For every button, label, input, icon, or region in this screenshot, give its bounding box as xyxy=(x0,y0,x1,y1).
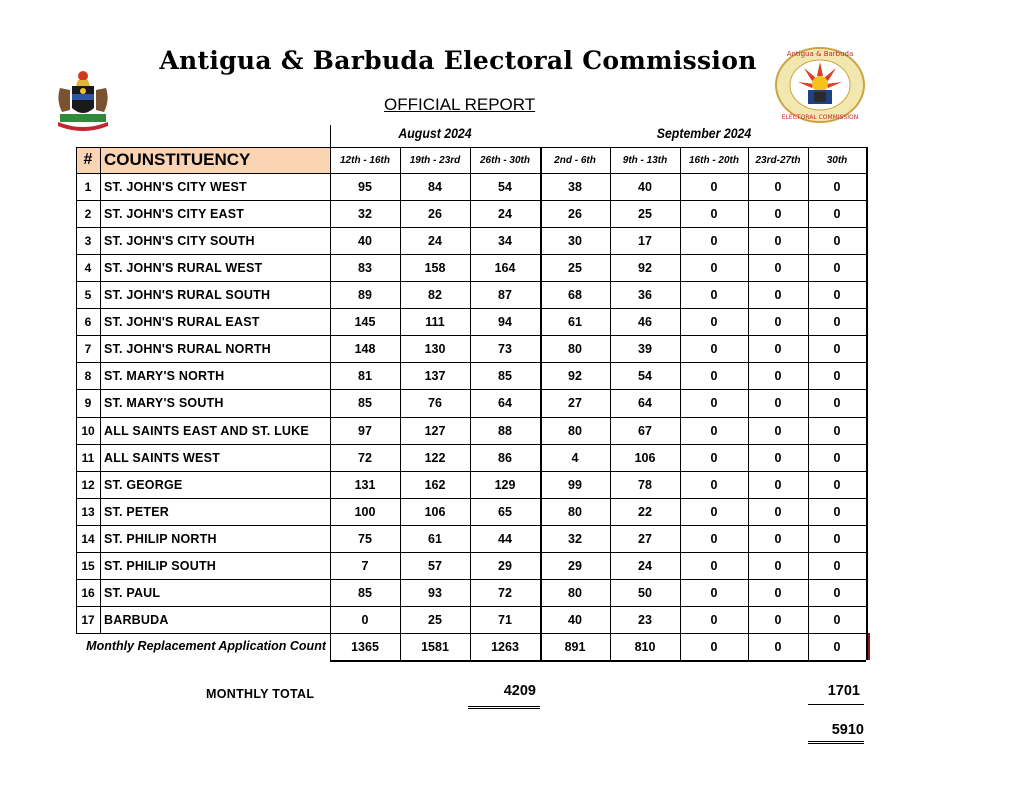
monthly-total-label: MONTHLY TOTAL xyxy=(206,687,315,701)
table-cell: 0 xyxy=(833,531,841,546)
column-divider xyxy=(808,147,809,660)
count-cell: 810 xyxy=(634,640,656,655)
table-cell: 0 xyxy=(774,612,782,627)
table-cell: 106 xyxy=(424,504,446,519)
table-cell: 130 xyxy=(424,342,446,357)
table-cell: 0 xyxy=(774,477,782,492)
row-number: 16 xyxy=(81,585,95,600)
monthly-count-label: Monthly Replacement Application Count xyxy=(86,639,326,654)
table-cell: 64 xyxy=(498,396,512,411)
constituency-name: ST. PETER xyxy=(104,504,170,519)
table-cell: 0 xyxy=(774,504,782,519)
svg-text:ELECTORAL COMMISSION: ELECTORAL COMMISSION xyxy=(781,114,859,121)
august-total: 4209 xyxy=(503,683,536,699)
table-cell: 71 xyxy=(498,612,512,627)
table-cell: 72 xyxy=(358,450,372,465)
table-cell: 32 xyxy=(568,531,582,546)
row-number: 3 xyxy=(84,234,92,249)
column-divider xyxy=(540,147,542,660)
table-cell: 50 xyxy=(638,585,652,600)
row-number: 7 xyxy=(84,342,92,357)
table-cell: 0 xyxy=(774,396,782,411)
table-cell: 0 xyxy=(833,585,841,600)
table-cell: 0 xyxy=(774,288,782,303)
num-divider xyxy=(100,147,101,633)
table-cell: 0 xyxy=(833,315,841,330)
table-cell: 84 xyxy=(428,180,442,194)
table-cell: 36 xyxy=(638,288,652,303)
table-cell: 23 xyxy=(638,612,652,627)
table-cell: 0 xyxy=(710,342,718,357)
table-cell: 0 xyxy=(774,315,782,330)
table-cell: 0 xyxy=(710,558,718,573)
table-cell: 94 xyxy=(498,315,512,330)
constituency-name: ST. PHILIP SOUTH xyxy=(104,558,217,573)
table-cell: 158 xyxy=(424,261,446,276)
constituency-name: ST. MARY'S SOUTH xyxy=(104,396,224,411)
column-header: 23rd-27th xyxy=(755,154,801,166)
table-cell: 85 xyxy=(498,369,512,384)
table-cell: 0 xyxy=(833,180,841,194)
table-cell: 40 xyxy=(638,180,652,194)
count-cell: 1263 xyxy=(491,640,519,655)
table-cell: 86 xyxy=(498,450,512,465)
constituency-name: ST. JOHN'S RURAL WEST xyxy=(104,261,263,276)
table-cell: 80 xyxy=(568,504,582,519)
table-cell: 72 xyxy=(498,585,512,600)
row-number: 10 xyxy=(81,423,95,438)
table-cell: 4 xyxy=(571,450,579,465)
table-cell: 0 xyxy=(710,261,718,276)
table-cell: 0 xyxy=(833,234,841,249)
table-cell: 148 xyxy=(354,342,376,357)
table-cell: 24 xyxy=(428,234,442,249)
table-cell: 0 xyxy=(774,342,782,357)
table-cell: 0 xyxy=(833,207,841,222)
table-cell: 80 xyxy=(568,423,582,438)
table-cell: 0 xyxy=(833,369,841,384)
row-number: 2 xyxy=(84,207,92,222)
table-cell: 0 xyxy=(833,396,841,411)
table-cell: 127 xyxy=(424,423,446,438)
svg-text:Antigua & Barbuda: Antigua & Barbuda xyxy=(786,50,854,58)
row-number: 9 xyxy=(84,396,92,411)
table-cell: 57 xyxy=(428,558,442,573)
column-header: 12th - 16th xyxy=(339,154,390,166)
row-number: 4 xyxy=(84,261,92,276)
table-cell: 145 xyxy=(354,315,376,330)
left-border xyxy=(76,147,77,633)
table-cell: 129 xyxy=(494,477,516,492)
constituency-name: ALL SAINTS WEST xyxy=(104,450,220,465)
constituency-name: ST. JOHN'S RURAL NORTH xyxy=(104,342,271,357)
constituency-name: ST. MARY'S NORTH xyxy=(104,369,225,384)
table-cell: 0 xyxy=(710,234,718,249)
table-cell: 32 xyxy=(358,207,372,222)
table-cell: 92 xyxy=(638,261,652,276)
september-total: 1701 xyxy=(827,683,860,699)
row-number: 17 xyxy=(81,612,95,627)
table-cell: 106 xyxy=(634,450,656,465)
table-cell: 0 xyxy=(774,207,782,222)
grand-total-rule xyxy=(808,741,864,744)
table-cell: 0 xyxy=(774,585,782,600)
row-number: 13 xyxy=(81,504,95,519)
table-cell: 97 xyxy=(358,423,372,438)
table-cell: 0 xyxy=(833,450,841,465)
table-cell: 39 xyxy=(638,342,652,357)
table-cell: 78 xyxy=(638,477,652,492)
table-cell: 111 xyxy=(425,315,445,330)
table-cell: 0 xyxy=(361,612,369,627)
table-cell: 40 xyxy=(568,612,582,627)
table-cell: 25 xyxy=(638,207,652,222)
table-cell: 0 xyxy=(774,180,782,194)
name-divider xyxy=(330,125,331,660)
table-cell: 7 xyxy=(361,558,369,573)
constituency-name: ALL SAINTS EAST AND ST. LUKE xyxy=(104,423,309,438)
table-cell: 54 xyxy=(498,180,512,194)
row-number: 6 xyxy=(84,315,92,330)
table-cell: 0 xyxy=(710,288,718,303)
table-cell: 68 xyxy=(568,288,582,303)
table-cell: 88 xyxy=(498,423,512,438)
row-number: 1 xyxy=(84,180,92,194)
table-cell: 0 xyxy=(710,585,718,600)
table-cell: 0 xyxy=(710,450,718,465)
table-cell: 0 xyxy=(774,531,782,546)
table-cell: 27 xyxy=(568,396,582,411)
table-cell: 65 xyxy=(498,504,512,519)
number-column-header: # xyxy=(76,147,100,173)
table-cell: 0 xyxy=(774,234,782,249)
table-cell: 0 xyxy=(833,612,841,627)
table-cell: 24 xyxy=(498,207,512,222)
table-cell: 0 xyxy=(710,612,718,627)
row-number: 5 xyxy=(84,288,92,303)
table-cell: 92 xyxy=(568,369,582,384)
column-header: 2nd - 6th xyxy=(554,154,596,166)
table-cell: 44 xyxy=(498,531,512,546)
table-cell: 0 xyxy=(710,369,718,384)
table-cell: 0 xyxy=(710,315,718,330)
column-header: 9th - 13th xyxy=(622,154,668,166)
table-cell: 81 xyxy=(358,369,372,384)
table-cell: 73 xyxy=(498,342,512,357)
column-divider xyxy=(610,147,611,660)
table-cell: 80 xyxy=(568,585,582,600)
report-subtitle: OFFICIAL REPORT xyxy=(384,95,536,114)
table-cell: 17 xyxy=(638,234,652,249)
constituency-name: ST. PAUL xyxy=(104,585,161,600)
constituency-name: BARBUDA xyxy=(104,612,169,627)
table-cell: 46 xyxy=(638,315,652,330)
constituency-name: ST. JOHN'S RURAL EAST xyxy=(104,315,260,330)
column-header: 30th xyxy=(826,154,848,166)
table-cell: 83 xyxy=(358,261,372,276)
table-cell: 82 xyxy=(428,288,442,303)
row-number: 15 xyxy=(81,558,95,573)
table-cell: 0 xyxy=(774,423,782,438)
column-divider xyxy=(748,147,749,660)
page-title: Antigua & Barbuda Electoral Commission xyxy=(159,46,757,75)
table-cell: 0 xyxy=(710,477,718,492)
column-header: 19th - 23rd xyxy=(409,154,461,166)
row-number: 8 xyxy=(84,369,92,384)
table-cell: 0 xyxy=(774,261,782,276)
table-cell: 75 xyxy=(358,531,372,546)
table-cell: 0 xyxy=(833,288,841,303)
table-cell: 34 xyxy=(498,234,512,249)
table-cell: 80 xyxy=(568,342,582,357)
table-cell: 25 xyxy=(428,612,442,627)
column-header: 16th - 20th xyxy=(688,154,739,166)
table-cell: 64 xyxy=(638,396,652,411)
september-total-rule xyxy=(808,704,864,705)
table-cell: 0 xyxy=(710,207,718,222)
table-cell: 76 xyxy=(428,396,442,411)
row-number: 12 xyxy=(81,477,95,492)
count-cell: 0 xyxy=(833,640,841,655)
table-cell: 29 xyxy=(498,558,512,573)
electoral-commission-seal-icon xyxy=(774,46,866,124)
right-accent-border xyxy=(868,633,870,660)
constituency-name: ST. JOHN'S CITY WEST xyxy=(104,180,247,194)
table-cell: 0 xyxy=(833,558,841,573)
table-cell: 0 xyxy=(774,369,782,384)
month-august-label: August 2024 xyxy=(398,125,472,141)
table-cell: 38 xyxy=(568,180,582,194)
column-header: 26th - 30th xyxy=(479,154,530,166)
table-cell: 0 xyxy=(833,342,841,357)
row-number: 11 xyxy=(81,450,95,465)
constituency-name: ST. PHILIP NORTH xyxy=(104,531,217,546)
constituency-column-header: COUNSTITUENCY xyxy=(101,147,330,173)
table-cell: 85 xyxy=(358,396,372,411)
table-cell: 89 xyxy=(358,288,372,303)
table-cell: 0 xyxy=(774,558,782,573)
table-cell: 0 xyxy=(710,504,718,519)
table-cell: 93 xyxy=(428,585,442,600)
grand-total: 5910 xyxy=(831,722,864,738)
august-total-rule xyxy=(468,706,540,709)
count-cell: 891 xyxy=(564,640,586,655)
count-cell: 0 xyxy=(774,640,782,655)
table-cell: 85 xyxy=(358,585,372,600)
table-cell: 25 xyxy=(568,261,582,276)
table-cell: 131 xyxy=(354,477,376,492)
table-cell: 30 xyxy=(568,234,582,249)
column-divider xyxy=(400,147,401,660)
count-cell: 1581 xyxy=(421,640,449,655)
table-cell: 0 xyxy=(833,504,841,519)
constituency-name: ST. JOHN'S RURAL SOUTH xyxy=(104,288,271,303)
count-cell: 1365 xyxy=(351,640,379,655)
table-cell: 26 xyxy=(568,207,582,222)
table-cell: 0 xyxy=(710,423,718,438)
constituency-name: ST. JOHN'S CITY SOUTH xyxy=(104,234,255,249)
coat-of-arms-icon xyxy=(54,70,112,132)
table-cell: 67 xyxy=(638,423,652,438)
table-cell: 137 xyxy=(424,369,446,384)
table-cell: 0 xyxy=(774,450,782,465)
table-cell: 22 xyxy=(638,504,652,519)
table-cell: 26 xyxy=(428,207,442,222)
table-cell: 95 xyxy=(358,180,372,194)
table-cell: 164 xyxy=(494,261,516,276)
table-cell: 0 xyxy=(710,531,718,546)
table-cell: 54 xyxy=(638,369,652,384)
table-cell: 61 xyxy=(428,531,442,546)
table-cell: 0 xyxy=(833,423,841,438)
table-cell: 0 xyxy=(833,477,841,492)
constituency-name: ST. GEORGE xyxy=(104,477,183,492)
table-cell: 0 xyxy=(710,180,718,194)
row-number: 14 xyxy=(81,531,95,546)
column-divider xyxy=(680,147,681,660)
table-cell: 87 xyxy=(498,288,512,303)
table-cell: 61 xyxy=(568,315,582,330)
table-cell: 29 xyxy=(568,558,582,573)
table-cell: 0 xyxy=(710,396,718,411)
constituency-name: ST. JOHN'S CITY EAST xyxy=(104,207,245,222)
table-cell: 40 xyxy=(358,234,372,249)
table-cell: 27 xyxy=(638,531,652,546)
table-cell: 0 xyxy=(833,261,841,276)
table-cell: 100 xyxy=(354,504,376,519)
right-border xyxy=(866,147,868,660)
table-cell: 122 xyxy=(424,450,446,465)
table-cell: 99 xyxy=(568,477,582,492)
count-cell: 0 xyxy=(710,640,718,655)
month-september-label: September 2024 xyxy=(656,125,752,141)
count-bottom-border xyxy=(330,660,866,662)
column-divider xyxy=(470,147,471,660)
table-cell: 24 xyxy=(638,558,652,573)
table-cell: 162 xyxy=(424,477,446,492)
